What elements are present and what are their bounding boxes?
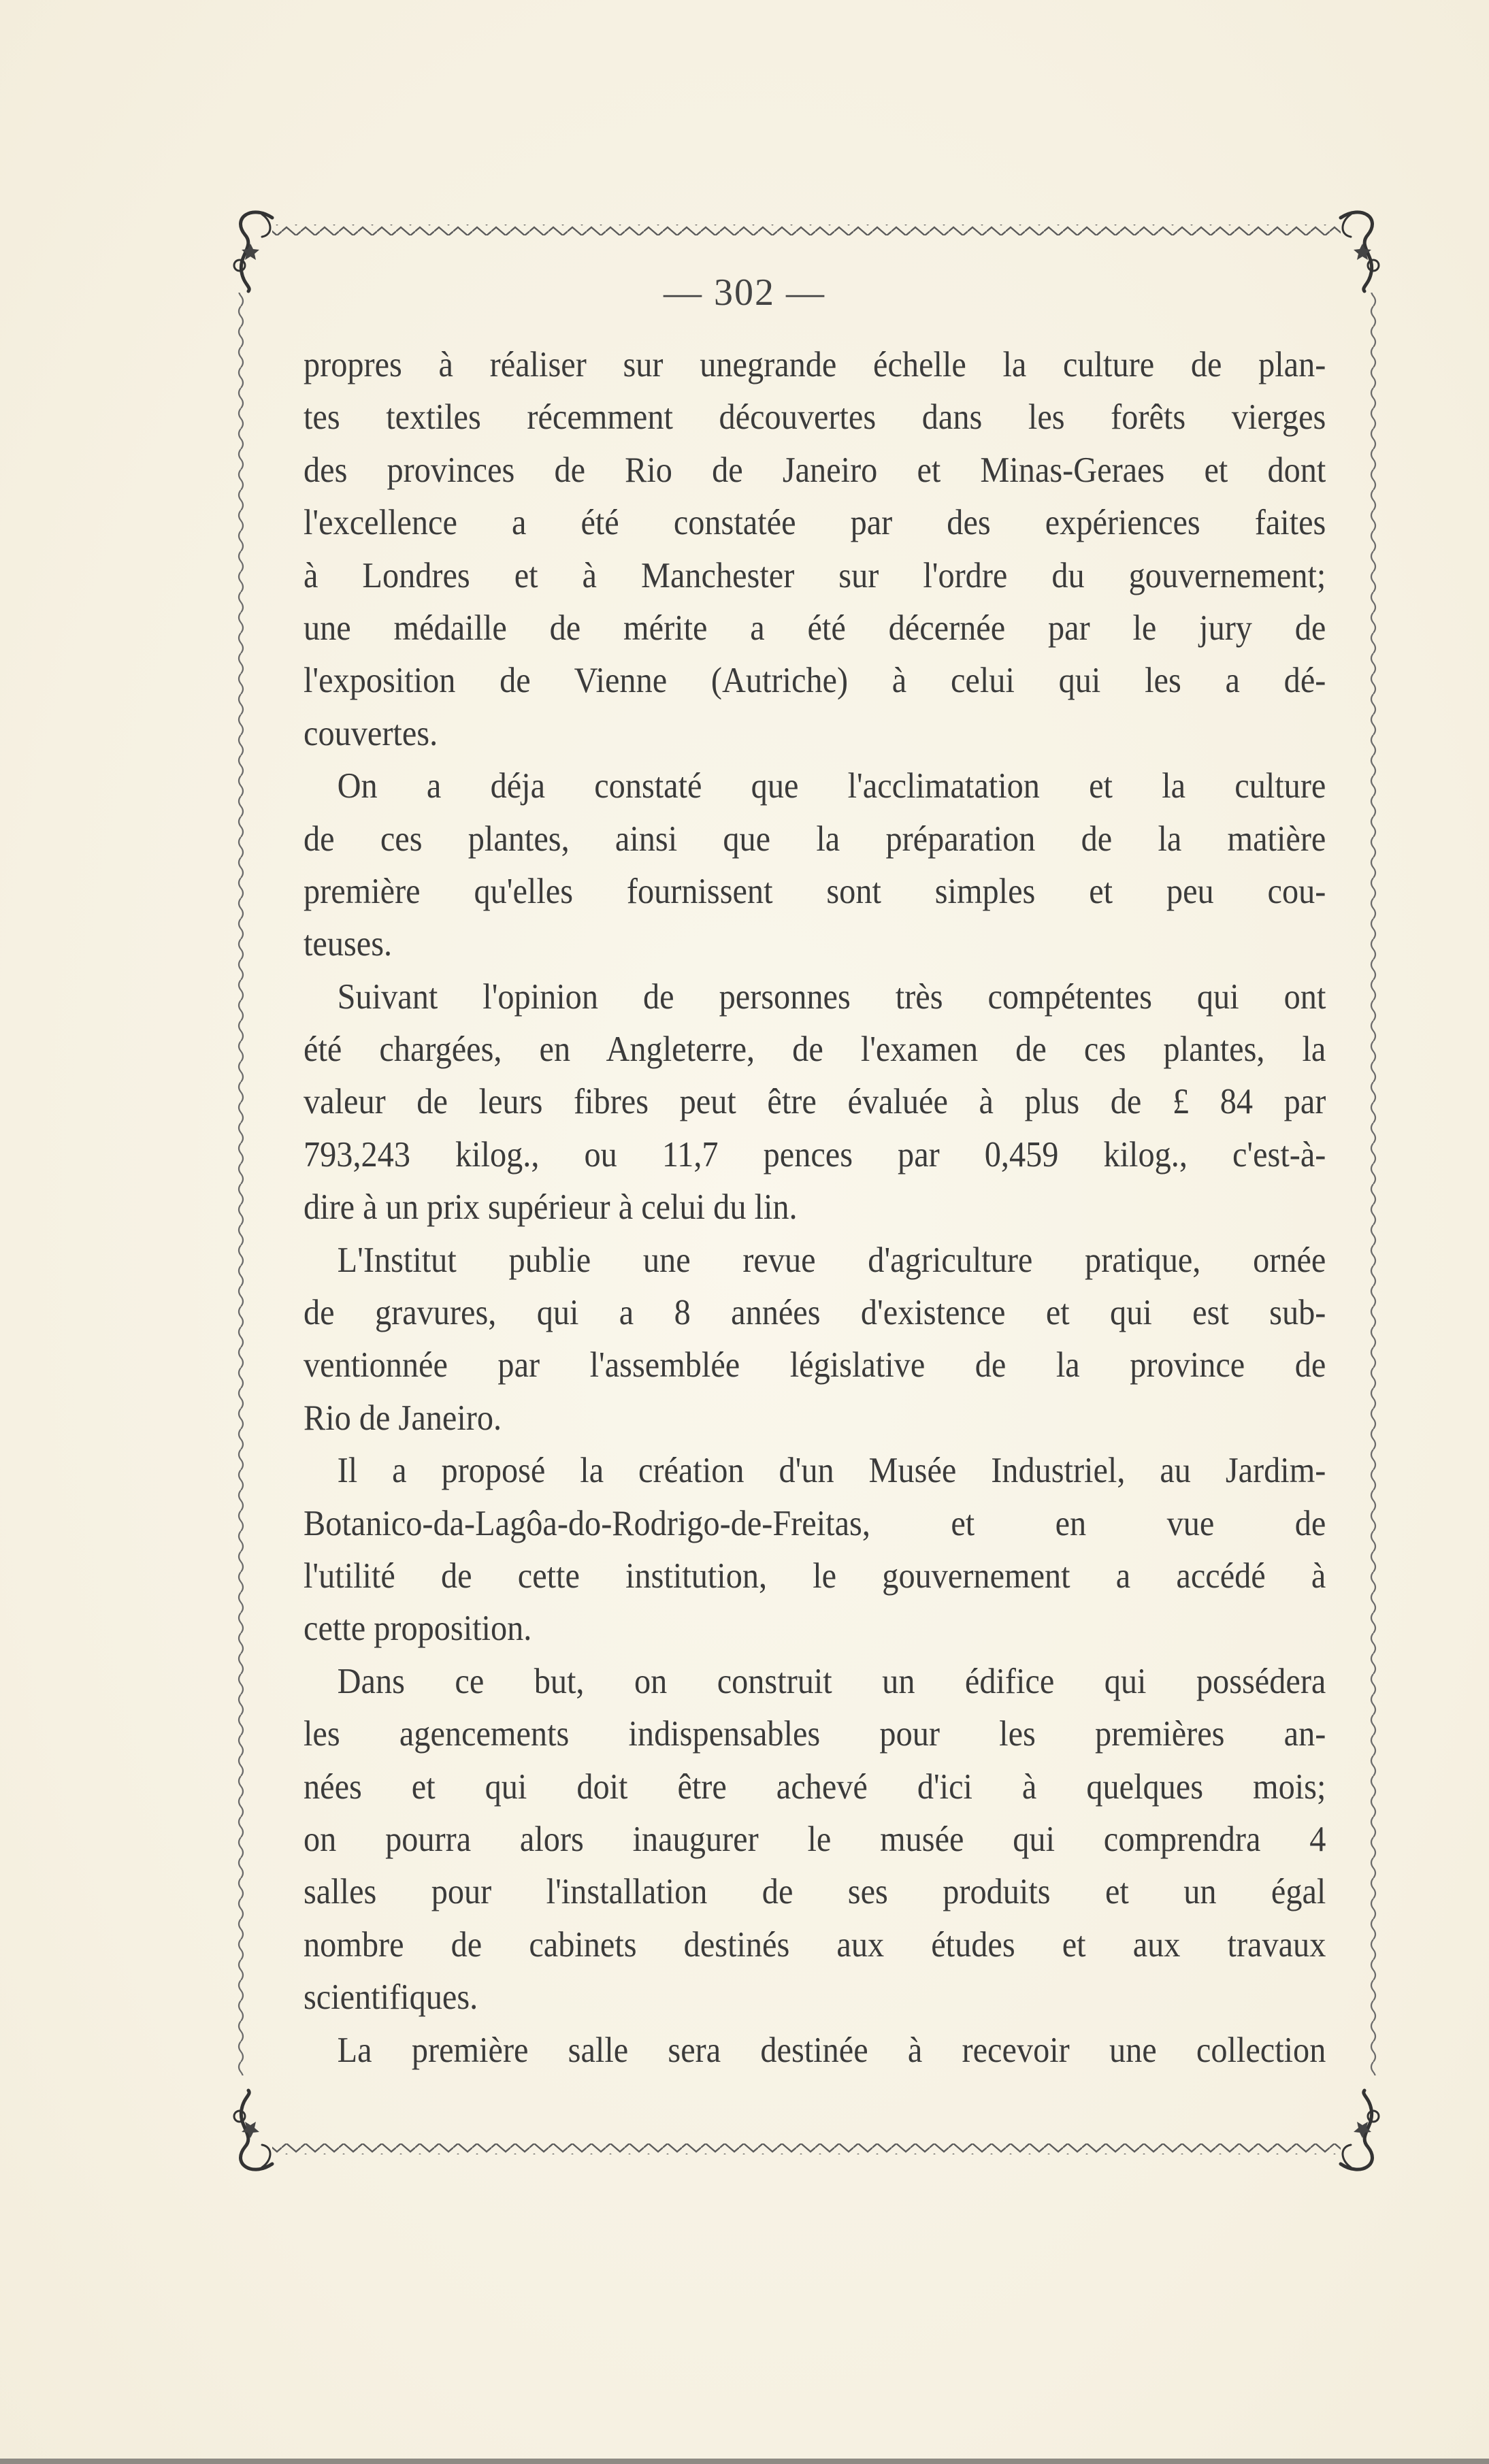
text-line: scientifiques.	[304, 1977, 478, 2018]
text-line: ventionnée par l'assemblée législative de la province de	[304, 1345, 1326, 1385]
text-line: nombre de cabinets destinés aux études et aux travaux	[304, 1924, 1326, 1965]
text-line: été chargées, en Angleterre, de l'examen de ces plantes, la	[304, 1030, 1326, 1070]
paragraph	[304, 339, 1326, 760]
text-line: de gravures, qui a 8 années d'existence et qui est sub-	[304, 1293, 1326, 1333]
paragraph	[304, 1445, 1326, 1656]
text-line: L'Institut publie une revue d'agriculture pratique, ornée	[337, 1240, 1326, 1280]
corner-flourish-bottom-left-icon	[225, 2089, 286, 2178]
text-line: on pourra alors inaugurer le musée qui comprendra 4	[304, 1819, 1326, 1859]
page-number: — 302 —	[664, 272, 825, 314]
paragraph	[304, 760, 1326, 971]
text-line: propres à réaliser sur unegrande échelle la culture de plan-	[304, 345, 1326, 384]
text-line: de ces plantes, ainsi que la préparation de la matière	[304, 819, 1326, 859]
text-line: une médaille de mérite a été décernée par le jury de	[304, 608, 1326, 648]
text-line: teuses.	[304, 924, 393, 964]
corner-flourish-bottom-right-icon	[1327, 2089, 1388, 2178]
text-line: Dans ce but, on construit un édifice qui possédera	[337, 1661, 1326, 1701]
paragraph	[304, 1234, 1326, 1445]
scan-edge-strip	[0, 2459, 1489, 2464]
text-line: valeur de leurs fibres peut être évaluée à plus de £ 84 par	[304, 1082, 1326, 1122]
text-line: l'utilité de cette institution, le gouvernement a accédé à	[304, 1556, 1326, 1596]
text-line: cette proposition.	[304, 1609, 532, 1649]
text-line: La première salle sera destinée à recevoir une collection	[337, 2030, 1326, 2070]
text-line: l'excellence a été constatée par des expériences faites	[304, 503, 1326, 543]
text-line: première qu'elles fournissent sont simples et peu cou-	[304, 871, 1326, 911]
text-line: dire à un prix supérieur à celui du lin.	[304, 1187, 798, 1228]
text-line: couvertes.	[304, 713, 438, 753]
text-line: des provinces de Rio de Janeiro et Minas-Geraes et dont	[304, 450, 1326, 490]
body-text	[304, 339, 1326, 2077]
text-line: tes textiles récemment découvertes dans les forêts vierges	[304, 397, 1326, 438]
text-line: Botanico-da-Lagôa-do-Rodrigo-de-Freitas, et en vue de	[304, 1503, 1326, 1543]
text-line: nées et qui doit être achevé d'ici à quelques mois;	[304, 1767, 1326, 1807]
text-line: Suivant l'opinion de personnes très compétentes qui ont	[337, 976, 1326, 1017]
text-line: Rio de Janeiro.	[304, 1398, 502, 1438]
text-line: 793,243 kilog., ou 11,7 pences par 0,459 kilog., c'est-à-	[304, 1134, 1326, 1174]
paragraph	[304, 2024, 1326, 2077]
text-line: à Londres et à Manchester sur l'ordre du gouvernement;	[304, 555, 1326, 595]
paragraph	[304, 971, 1326, 1234]
text-line: Il a proposé la création d'un Musée Industriel, au Jardim-	[337, 1451, 1326, 1491]
text-line: l'exposition de Vienne (Autriche) à celui qui les a dé-	[304, 661, 1326, 701]
text-line: salles pour l'installation de ses produits et un égal	[304, 1872, 1326, 1912]
text-line: On a déja constaté que l'acclimatation et la culture	[337, 766, 1326, 806]
paragraph	[304, 1656, 1326, 2024]
text-line: les agencements indispensables pour les premières an-	[304, 1714, 1326, 1754]
